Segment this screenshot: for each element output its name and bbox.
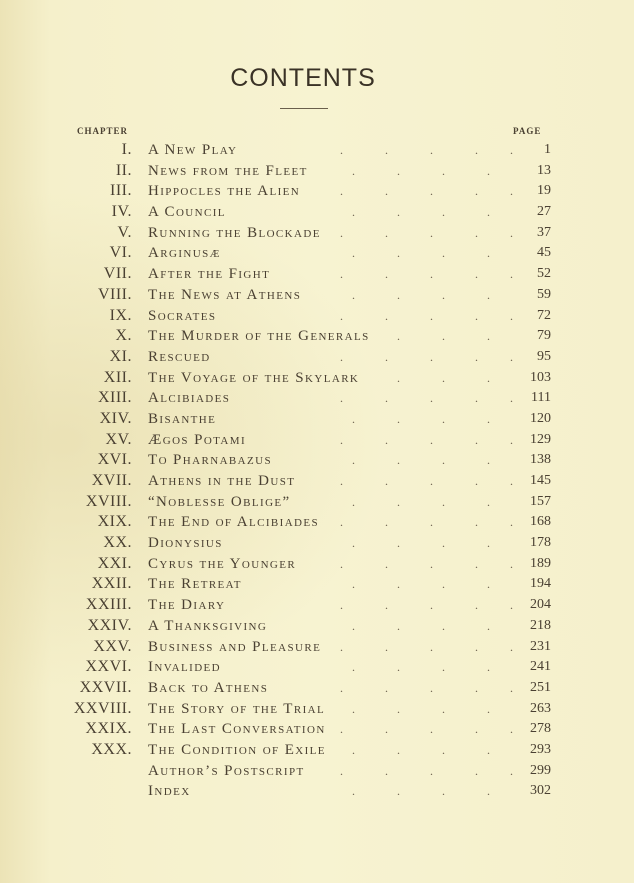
toc-entry [0,657,634,678]
page-number: 231 [530,638,551,654]
dot-leader: . [487,536,490,551]
dot-leader: . [487,618,490,633]
dot-leader: . [385,474,388,488]
dot-leader: . [352,660,355,675]
dot-leader: . [430,267,433,282]
toc-entry [0,616,634,637]
dot-leader: . [340,349,343,364]
toc-entry [0,243,634,264]
dot-leader: . [487,329,490,344]
page-number: 302 [530,783,551,799]
dot-leader: . [487,287,490,302]
dot-leader: . [430,225,433,240]
chapter-title: Running the Blockade [148,224,321,241]
page-number: 27 [537,204,551,220]
dot-leader: . [430,308,433,323]
chapter-title: A New Play [148,142,238,158]
dot-leader: . [475,432,478,447]
page-number: 218 [530,617,551,633]
page-number: 52 [537,266,551,282]
toc-entry [0,326,634,347]
toc-entry [0,761,634,782]
dot-leader: . [442,660,445,675]
chapter-number: V. [117,223,132,241]
dot-leader: . [397,205,400,220]
page-number: 263 [530,700,551,716]
dot-leader: . [397,163,400,178]
dot-leader: . [397,784,400,799]
dot-leader: . [510,556,513,571]
dot-leader: . [352,742,355,757]
dot-leader: . [475,515,478,530]
dot-leader: . [510,639,513,654]
toc-entry [0,533,634,554]
page-column-header: PAGE [513,126,542,136]
dot-leader: . [340,432,343,447]
dot-leader: . [487,411,490,426]
page-number: 145 [530,473,551,488]
chapter-number: XII. [103,368,132,386]
page-number: 129 [530,431,551,447]
chapter-number: VII. [103,265,132,283]
dot-leader: . [430,391,433,406]
dot-leader: . [442,453,445,468]
dot-leader: . [340,763,343,778]
chapter-title: The Diary [148,597,226,614]
dot-leader: . [510,391,513,406]
toc-entry [0,140,634,161]
toc-entry [0,388,634,409]
chapter-title: Back to Athens [148,679,269,696]
chapter-number: XXVII. [79,678,132,696]
dot-leader: . [487,742,490,757]
dot-leader: . [430,515,433,530]
dot-leader: . [352,287,355,302]
dot-leader: . [397,742,400,757]
chapter-column-header: CHAPTER [77,126,129,136]
chapter-number: II. [115,161,132,179]
dot-leader: . [510,763,513,778]
dot-leader: . [340,556,343,571]
dot-leader: . [510,598,513,613]
toc-entry [0,471,634,492]
chapter-number: XI. [109,347,132,365]
chapter-title: The Retreat [148,576,242,593]
dot-leader: . [397,287,400,302]
chapter-number: XVI. [97,451,132,469]
toc-entry [0,574,634,595]
dot-leader: . [475,225,478,240]
dot-leader: . [475,143,478,157]
chapter-number: XXIV. [87,616,132,634]
chapter-title: Socrates [148,307,217,324]
dot-leader: . [442,163,445,178]
dot-leader: . [487,163,490,178]
chapter-number: XIV. [99,409,132,427]
dot-leader: . [340,391,343,406]
dot-leader: . [487,370,490,385]
dot-leader: . [397,660,400,675]
dot-leader: . [510,432,513,447]
dot-leader: . [352,577,355,592]
dot-leader: . [397,494,400,509]
chapter-number: XV. [105,430,132,448]
dot-leader: . [385,722,388,737]
chapter-title: The Murder of the Generals [148,328,370,345]
dot-leader: . [430,143,433,157]
dot-leader: . [475,639,478,654]
chapter-number: VIII. [97,285,132,303]
dot-leader: . [397,411,400,426]
dot-leader: . [397,536,400,551]
dot-leader: . [352,536,355,551]
chapter-number: XIX. [97,513,132,531]
dot-leader: . [352,701,355,716]
dot-leader: . [442,784,445,799]
dot-leader: . [340,722,343,737]
dot-leader: . [442,742,445,757]
dot-leader: . [340,474,343,488]
page-number: 103 [530,369,551,385]
dot-leader: . [352,453,355,468]
toc-entry [0,430,634,451]
dot-leader: . [385,225,388,240]
dot-leader: . [430,556,433,571]
page-number: 168 [530,514,551,530]
dot-leader: . [352,494,355,509]
chapter-title: The Voyage of the Skylark [148,369,360,386]
dot-leader: . [340,267,343,282]
chapter-title: Index [148,783,191,800]
dot-leader: . [397,453,400,468]
dot-leader: . [475,556,478,571]
dot-leader: . [487,205,490,220]
dot-leader: . [475,267,478,282]
dot-leader: . [487,246,490,261]
dot-leader: . [385,391,388,406]
dot-leader: . [487,494,490,509]
page-number: 79 [537,328,551,344]
dot-leader: . [397,370,400,385]
dot-leader: . [487,660,490,675]
dot-leader: . [385,432,388,447]
toc-entry [0,554,634,575]
page-number: 194 [530,576,551,592]
dot-leader: . [352,784,355,799]
dot-leader: . [352,411,355,426]
chapter-number: XX. [103,534,132,552]
dot-leader: . [475,598,478,613]
page-number: 1 [544,142,551,157]
page-number: 241 [530,659,551,675]
dot-leader: . [430,349,433,364]
dot-leader: . [385,598,388,613]
toc-entry [0,409,634,430]
page-number: 278 [530,721,551,737]
chapter-title: Business and Pleasure [148,638,322,655]
chapter-title: Alcibiades [148,390,231,407]
dot-leader: . [385,267,388,282]
dot-leader: . [385,515,388,530]
dot-leader: . [510,680,513,695]
toc-entry [0,450,634,471]
chapter-title: Hippocles the Alien [148,183,301,200]
toc-entry [0,202,634,223]
dot-leader: . [352,246,355,261]
dot-leader: . [430,432,433,447]
dot-leader: . [385,184,388,199]
chapter-number: XXVI. [85,658,132,676]
dot-leader: . [397,577,400,592]
toc-entry [0,678,634,699]
dot-leader: . [385,763,388,778]
dot-leader: . [510,722,513,737]
chapter-number: XXII. [91,575,132,593]
toc-entry [0,512,634,533]
dot-leader: . [340,639,343,654]
dot-leader: . [340,308,343,323]
toc-entry [0,595,634,616]
chapter-title: Arginusæ [148,245,221,262]
dot-leader: . [430,184,433,199]
chapter-number: XXIII. [85,596,132,614]
dot-leader: . [340,598,343,613]
toc-entry [0,161,634,182]
toc-entry [0,347,634,368]
chapter-title: Rescued [148,348,211,365]
dot-leader: . [510,308,513,323]
toc-entry [0,740,634,761]
dot-leader: . [510,225,513,240]
chapter-title: “Noblesse Oblige” [148,493,291,510]
page-number: 37 [537,224,551,240]
dot-leader: . [475,680,478,695]
chapter-title: The Story of the Trial [148,700,326,717]
dot-leader: . [442,205,445,220]
dot-leader: . [442,536,445,551]
dot-leader: . [442,411,445,426]
chapter-number: XXVIII. [73,699,132,717]
chapter-title: A Thanksgiving [148,617,268,634]
chapter-title: The End of Alcibiades [148,514,320,531]
chapter-number: I. [121,141,132,158]
dot-leader: . [487,701,490,716]
dot-leader: . [442,618,445,633]
dot-leader: . [430,763,433,778]
dot-leader: . [340,515,343,530]
page-number: 204 [530,597,551,613]
dot-leader: . [475,722,478,737]
dot-leader: . [397,329,400,344]
dot-leader: . [385,680,388,695]
dot-leader: . [442,494,445,509]
dot-leader: . [442,701,445,716]
dot-leader: . [475,308,478,323]
dot-leader: . [510,143,513,157]
toc-entry [0,306,634,327]
chapter-number: XVII. [91,472,132,489]
page-number: 251 [530,679,551,695]
dot-leader: . [510,267,513,282]
dot-leader: . [487,453,490,468]
chapter-title: To Pharnabazus [148,452,272,469]
page-number: 138 [530,452,551,468]
dot-leader: . [430,474,433,488]
chapter-title: Invalided [148,659,221,676]
dot-leader: . [442,329,445,344]
dot-leader: . [340,184,343,199]
toc-entry [0,781,634,802]
chapter-title: Author’s Postscript [148,762,305,779]
chapter-number: XXIX. [85,720,132,738]
chapter-number: XXI. [97,554,132,572]
dot-leader: . [430,639,433,654]
chapter-title: News from the Fleet [148,162,308,179]
dot-leader: . [475,391,478,406]
chapter-title: The Condition of Exile [148,741,326,758]
page-number: 13 [537,162,551,178]
chapter-number: III. [110,182,132,200]
page-number: 299 [530,762,551,778]
page-number: 19 [537,183,551,199]
dot-leader: . [397,618,400,633]
dot-leader: . [510,515,513,530]
dot-leader: . [475,763,478,778]
toc-entry [0,264,634,285]
page-number: 189 [530,555,551,571]
chapter-title: Cyrus the Younger [148,555,297,572]
page-number: 72 [537,307,551,323]
dot-leader: . [352,618,355,633]
chapter-number: XXX. [91,740,132,758]
chapter-number: VI. [109,244,132,262]
dot-leader: . [397,701,400,716]
chapter-number: X. [115,327,132,345]
page-number: 95 [537,348,551,364]
dot-leader: . [352,205,355,220]
dot-leader: . [385,556,388,571]
page-number: 59 [537,286,551,302]
page-title: CONTENTS [230,64,376,92]
chapter-number: XIII. [97,389,132,407]
dot-leader: . [340,680,343,695]
dot-leader: . [385,143,388,157]
page-number: 157 [530,493,551,509]
chapter-title: After the Fight [148,266,271,283]
dot-leader: . [475,184,478,199]
dot-leader: . [487,577,490,592]
dot-leader: . [397,246,400,261]
toc-entry [0,719,634,740]
dot-leader: . [385,349,388,364]
toc-entry [0,699,634,720]
dot-leader: . [442,246,445,261]
toc-entry [0,285,634,306]
dot-leader: . [385,308,388,323]
dot-leader: . [442,370,445,385]
chapter-number: IV. [111,203,132,221]
toc-entry [0,368,634,389]
dot-leader: . [385,639,388,654]
chapter-title: Ægos Potami [148,431,247,448]
dot-leader: . [340,225,343,240]
dot-leader: . [442,577,445,592]
chapter-title: The News at Athens [148,286,302,303]
page-number: 120 [530,410,551,426]
dot-leader: . [340,143,343,157]
chapter-title: Bisanthe [148,410,217,427]
chapter-title: Athens in the Dust [148,473,296,489]
title-rule [280,108,328,109]
chapter-title: Dionysius [148,535,223,552]
dot-leader: . [442,287,445,302]
toc-entry [0,637,634,658]
chapter-number: XXV. [93,637,132,655]
dot-leader: . [487,784,490,799]
toc-entry [0,492,634,513]
table-of-contents [0,140,634,802]
page-number: 178 [530,535,551,551]
toc-entry [0,223,634,244]
dot-leader: . [510,349,513,364]
dot-leader: . [475,474,478,488]
chapter-title: A Council [148,204,226,221]
page-number: 293 [530,741,551,757]
chapter-title: The Last Conversation [148,721,326,738]
dot-leader: . [430,680,433,695]
chapter-number: XVIII. [85,492,132,510]
page-number: 45 [537,245,551,261]
dot-leader: . [510,184,513,199]
chapter-number: IX. [109,306,132,324]
toc-entry [0,181,634,202]
dot-leader: . [430,598,433,613]
dot-leader: . [475,349,478,364]
page-number: 111 [531,390,551,406]
dot-leader: . [352,163,355,178]
dot-leader: . [510,474,513,488]
dot-leader: . [430,722,433,737]
